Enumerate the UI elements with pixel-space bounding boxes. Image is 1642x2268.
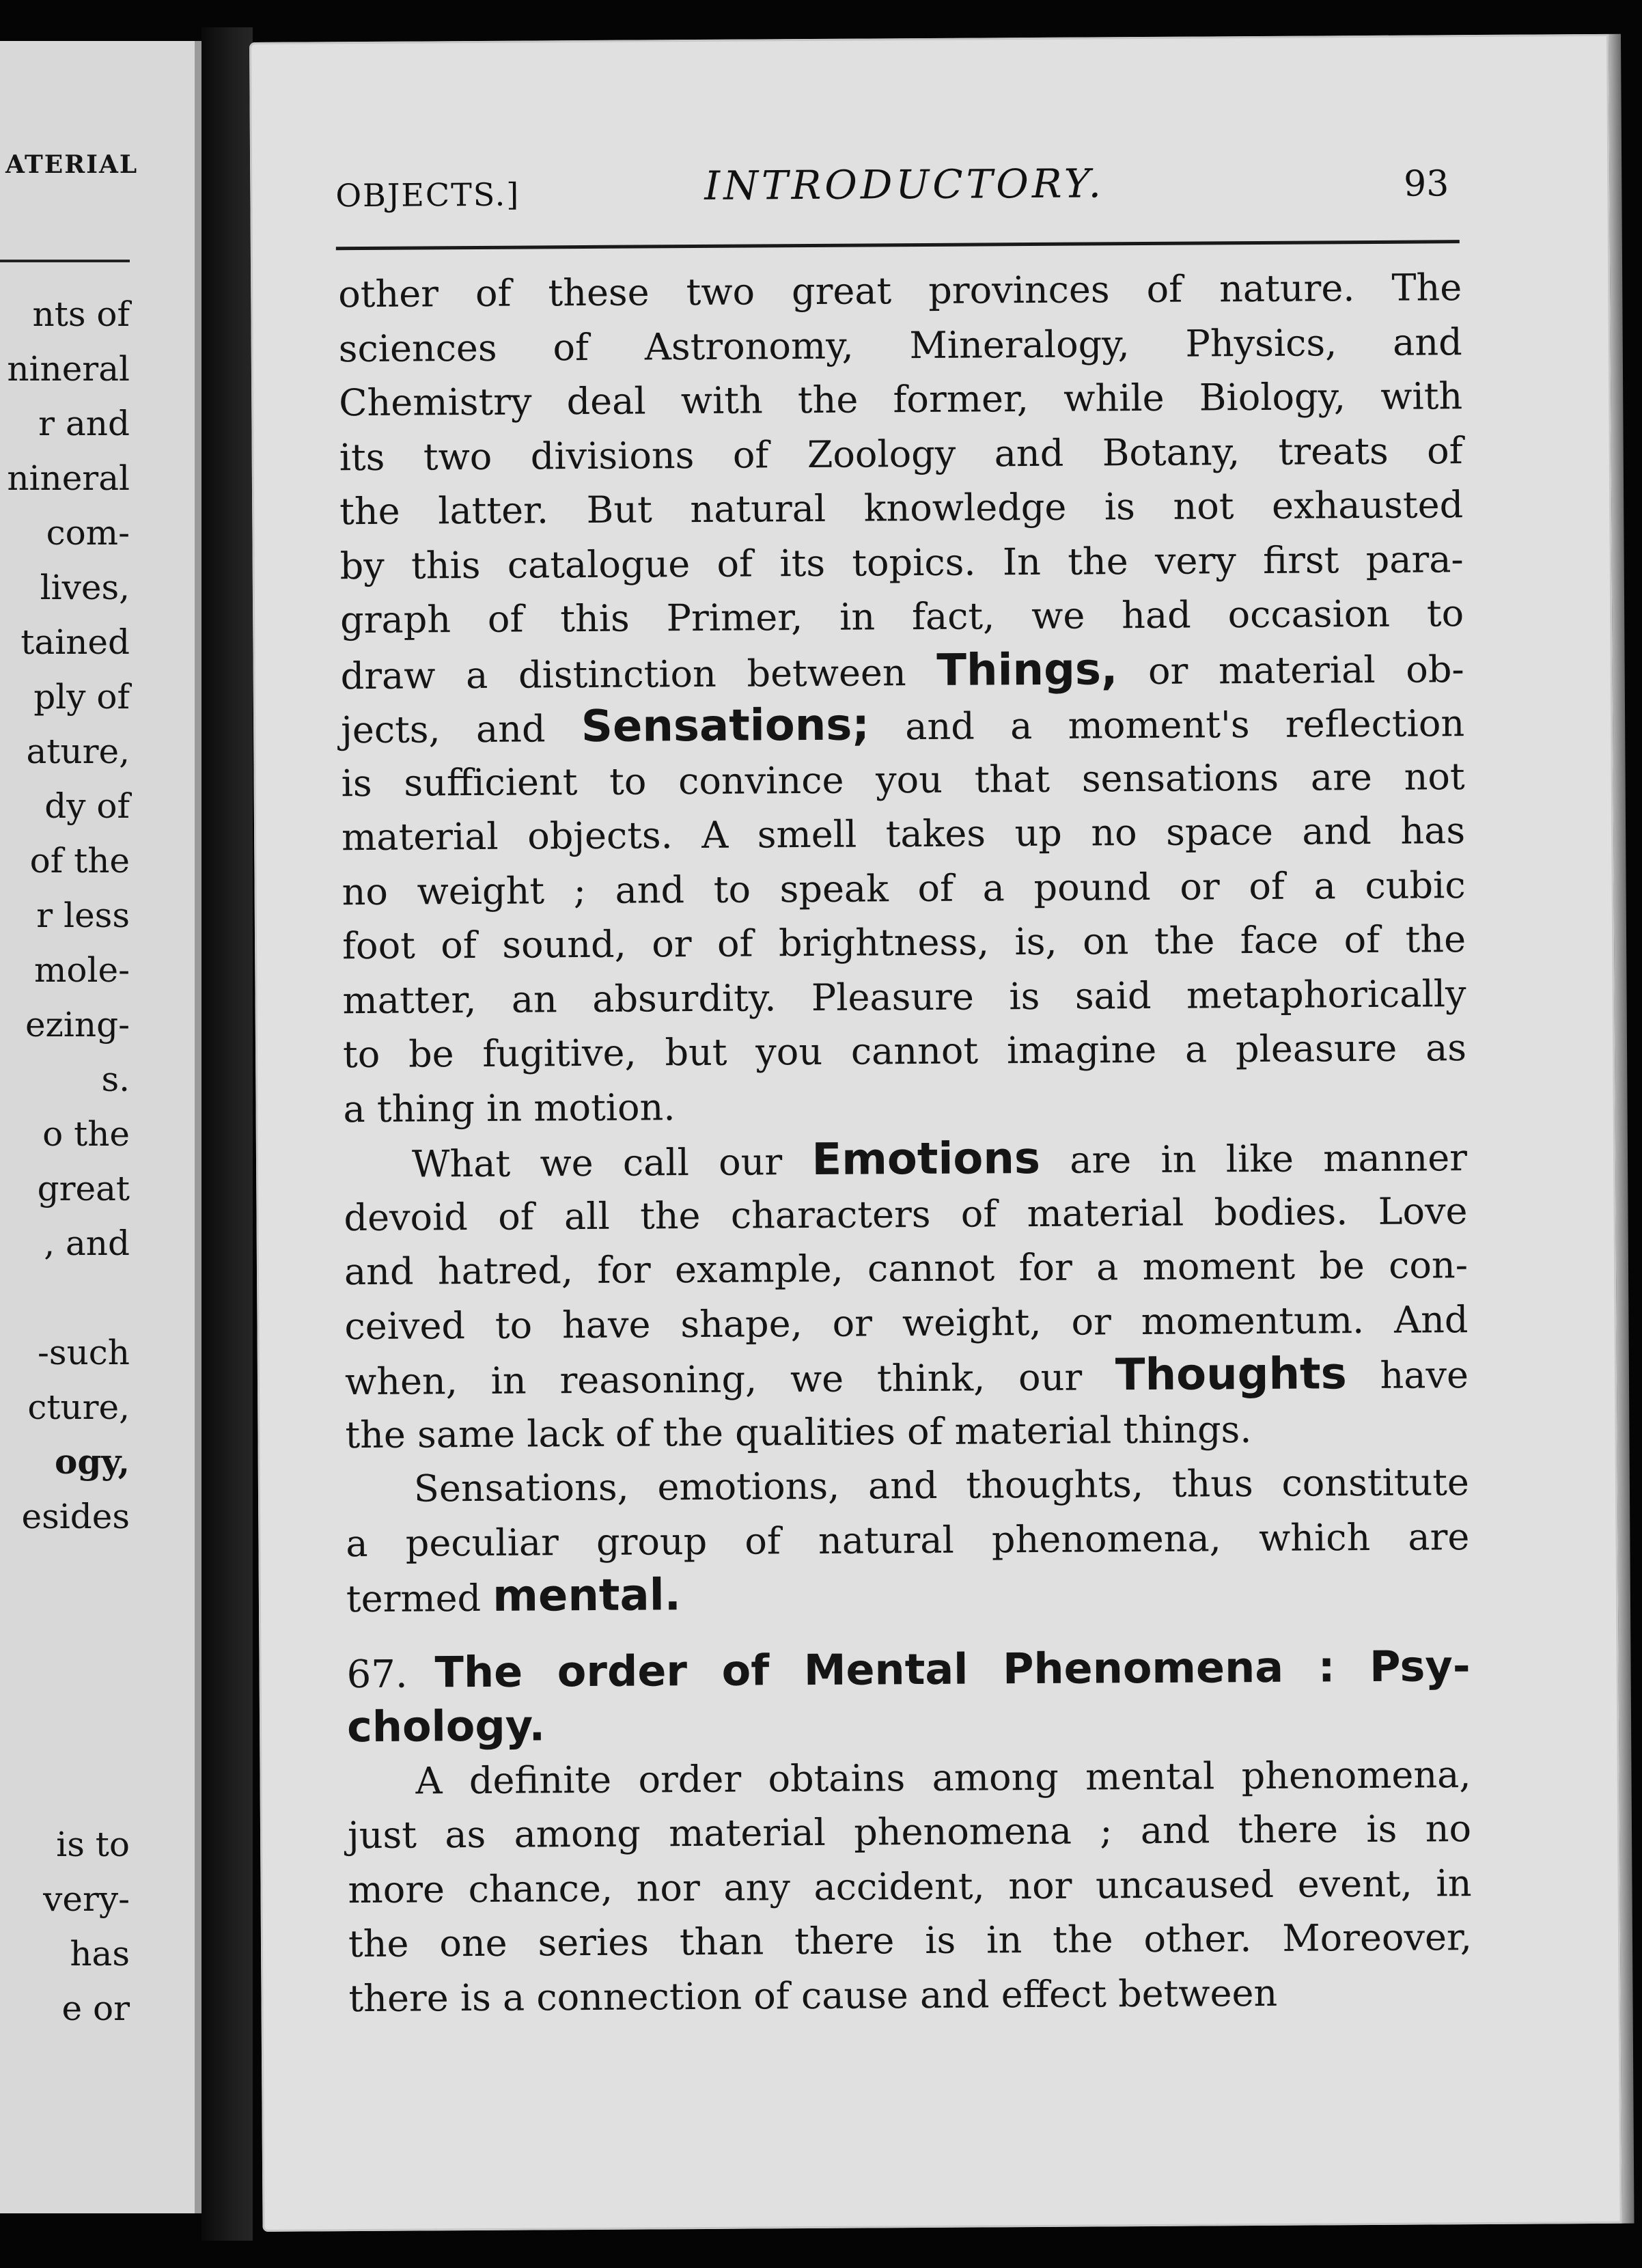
- previous-page-line: r less: [36, 896, 130, 935]
- paragraph-1: [338, 260, 1467, 1136]
- text-line: [344, 1184, 1467, 1245]
- section-heading-continued: [347, 1693, 1471, 1754]
- section-heading: [346, 1639, 1470, 1700]
- text-line: [348, 1965, 1472, 2026]
- text-segment: a thing in motion.: [343, 1085, 676, 1131]
- previous-page-line: esides: [21, 1497, 130, 1536]
- text-line: [345, 1346, 1469, 1408]
- text-segment: or material ob-: [1117, 647, 1464, 693]
- emphasized-term: Emotions: [811, 1133, 1041, 1185]
- text-line: [339, 369, 1462, 430]
- text-segment: more chance, nor any accident, nor uncaused event, in: [348, 1861, 1472, 1911]
- previous-page-line: nts of: [32, 294, 130, 334]
- previous-page-line: mole-: [34, 950, 130, 990]
- text-line: [346, 1455, 1469, 1517]
- text-segment: sciences of Astronomy, Mineralogy, Physics, and: [338, 320, 1462, 370]
- previous-page-blank-line: [0, 1599, 130, 1653]
- text-segment: termed: [346, 1576, 493, 1621]
- text-segment: there is a connection of cause and effect between: [348, 1971, 1278, 2020]
- previous-page-line: has: [70, 1934, 130, 1974]
- emphasized-term: Sensations;: [581, 700, 870, 753]
- text-line: [340, 586, 1464, 648]
- text-line: [344, 1238, 1468, 1299]
- text-segment: draw a distinction between: [340, 650, 937, 697]
- section-title-line-1: The order of Mental Phenomena : Psy-: [434, 1640, 1471, 1697]
- text-line: [338, 315, 1462, 376]
- previous-page-line: r and: [38, 404, 130, 443]
- previous-page-line: s.: [101, 1060, 130, 1099]
- previous-page-blank-line: [0, 1271, 130, 1325]
- text-segment: and hatred, for example, cannot for a moment be con-: [344, 1243, 1469, 1294]
- previous-page-text: [0, 287, 130, 2036]
- section-number: 67.: [346, 1652, 408, 1697]
- previous-page-line: ogy,: [55, 1441, 130, 1482]
- text-segment: the latter. But natural knowledge is not exhausted: [339, 483, 1464, 534]
- previous-page-line: -such: [38, 1333, 130, 1372]
- text-segment: when, in reasoning, we think, our: [344, 1355, 1116, 1404]
- previous-page-blank-line: [0, 1762, 130, 1817]
- paragraph-3: [346, 1455, 1470, 1625]
- text-segment: are in like manner: [1040, 1136, 1468, 1182]
- text-line: [348, 1910, 1472, 1972]
- previous-page-line: nineral: [7, 458, 130, 498]
- previous-page-line: e or: [61, 1989, 130, 2028]
- text-segment: What we call our: [411, 1140, 812, 1186]
- previous-page-line: ezing-: [25, 1005, 130, 1045]
- previous-page-line: o the: [42, 1114, 130, 1154]
- text-segment: Chemistry deal with the former, while Biology, with: [339, 374, 1463, 425]
- previous-page-line: com-: [46, 513, 130, 553]
- text-segment: foot of sound, or of brightness, is, on the face of the: [342, 917, 1466, 968]
- previous-page-running-head: ATERIAL: [5, 150, 139, 179]
- previous-page-blank-line: [0, 1653, 130, 1708]
- text-segment: A definite order obtains among mental phenomena,: [415, 1752, 1471, 1803]
- text-segment: no weight ; and to speak of a pound or of a cubic: [342, 863, 1466, 913]
- emphasized-term: Things,: [936, 644, 1118, 696]
- previous-page-line: is to: [56, 1825, 130, 1864]
- text-line: [348, 1801, 1471, 1863]
- text-segment: ceived to have shape, or weight, or momentum. And: [344, 1297, 1469, 1348]
- text-line: [342, 858, 1465, 919]
- text-line: [345, 1401, 1469, 1463]
- emphasized-term: Thoughts: [1115, 1349, 1347, 1401]
- text-segment: have: [1346, 1353, 1469, 1398]
- text-segment: jects, and: [340, 707, 582, 752]
- previous-page-line: great: [37, 1169, 130, 1208]
- text-line: [347, 1747, 1471, 1809]
- paragraph-4: [347, 1747, 1472, 2026]
- paragraph-2: [344, 1129, 1469, 1462]
- text-segment: the one series than there is in the other. Moreover,: [348, 1916, 1473, 1966]
- text-segment: and a moment's reflection: [869, 702, 1465, 749]
- previous-page-line: lives,: [40, 568, 130, 607]
- text-line: [341, 749, 1464, 811]
- previous-page-line: tained: [20, 622, 130, 662]
- book-page: [249, 34, 1622, 2232]
- text-segment: graph of this Primer, in fact, we had occasion to: [339, 592, 1464, 642]
- text-segment: its two divisions of Zoology and Botany, treats of: [339, 428, 1463, 479]
- text-segment: material objects. A smell takes up no space and has: [341, 809, 1466, 859]
- text-segment: to be fugitive, but you cannot imagine a pleasure as: [342, 1026, 1467, 1077]
- text-segment: matter, an absurdity. Pleasure is said metaphorically: [342, 971, 1466, 1022]
- text-line: [346, 1564, 1470, 1625]
- text-line: [343, 1021, 1466, 1082]
- previous-page-line: very-: [43, 1879, 130, 1919]
- text-line: [341, 695, 1464, 756]
- previous-page-line: ply of: [33, 677, 130, 717]
- text-line: [339, 532, 1463, 594]
- previous-page: [0, 41, 201, 2213]
- previous-page-line: of the: [29, 841, 130, 881]
- text-segment: other of these two great provinces of nature. The: [338, 266, 1462, 316]
- previous-page-blank-line: [0, 1708, 130, 1762]
- text-line: [342, 912, 1466, 973]
- text-line: [342, 803, 1465, 865]
- text-line: [339, 478, 1463, 539]
- section-title-line-2: chology.: [346, 1700, 546, 1752]
- text-line: [343, 1075, 1466, 1137]
- text-line: [346, 1510, 1469, 1571]
- previous-page-line: ature,: [26, 732, 130, 771]
- header-rule: [336, 240, 1460, 250]
- text-segment: is sufficient to convince you that sensations are not: [341, 754, 1465, 805]
- previous-page-line: cture,: [27, 1387, 130, 1427]
- text-line: [338, 260, 1462, 322]
- emphasized-term: mental.: [492, 1570, 682, 1622]
- previous-page-line: nineral: [7, 349, 130, 389]
- running-head: [335, 158, 1456, 226]
- book-gutter: [201, 27, 253, 2241]
- previous-page-line: dy of: [44, 786, 130, 826]
- running-head-title: INTRODUCTORY.: [704, 160, 1105, 209]
- body-text: [338, 260, 1473, 2025]
- text-segment: a peculiar group of natural phenomena, which are: [346, 1515, 1470, 1565]
- previous-page-blank-line: [0, 1544, 130, 1599]
- previous-page-line: , and: [44, 1223, 130, 1263]
- text-line: [342, 967, 1466, 1028]
- text-line: [344, 1129, 1467, 1191]
- text-line: [340, 641, 1464, 702]
- text-segment: Sensations, emotions, and thoughts, thus constitute: [413, 1461, 1470, 1510]
- text-segment: devoid of all the characters of material bodies. Love: [344, 1189, 1468, 1239]
- page-number: 93: [1403, 163, 1449, 205]
- text-segment: the same lack of the qualities of material things.: [345, 1407, 1252, 1456]
- text-line: [344, 1292, 1468, 1354]
- text-line: [339, 424, 1462, 485]
- previous-page-header-rule: [0, 260, 130, 262]
- text-line: [348, 1856, 1471, 1918]
- running-head-left: OBJECTS.]: [335, 176, 520, 215]
- text-segment: just as among material phenomena ; and there is no: [347, 1807, 1472, 1857]
- text-segment: by this catalogue of its topics. In the very first para-: [339, 537, 1464, 587]
